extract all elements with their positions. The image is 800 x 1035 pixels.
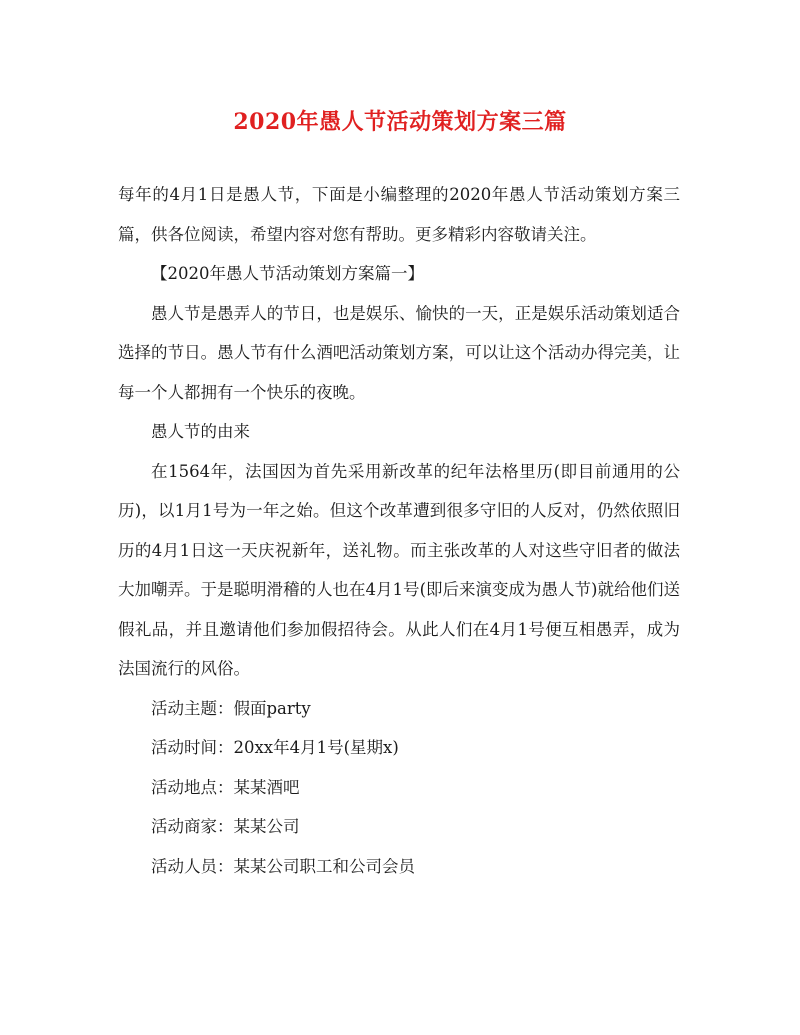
activity-merchant: 活动商家：某某公司 (151, 817, 300, 836)
document-body (118, 175, 680, 886)
activity-time: 活动时间：20xx年4月1号(星期x) (151, 738, 399, 757)
section-heading: 【2020年愚人节活动策划方案篇一】 (151, 264, 424, 283)
activity-location: 活动地点：某某酒吧 (151, 777, 300, 797)
activity-participants: 活动人员：某某公司职工和公司会员 (151, 856, 415, 876)
intro-paragraph: 每年的4月1日是愚人节，下面是小编整理的2020年愚人节活动策划方案三篇，供各位阅读，希望内容对您有帮助。更多精彩内容敬请关注。 (118, 185, 680, 244)
activity-theme: 活动主题：假面party (151, 698, 311, 718)
body-paragraph: 愚人节是愚弄人的节日，也是娱乐、愉快的一天，正是娱乐活动策划适合选择的节日。愚人节有什么酒吧活动策划方案，可以让这个活动办得完美，让每一个人都拥有一个快乐的夜晚。 (118, 303, 680, 402)
document-title: 2020年愚人节活动策划方案三篇 (233, 109, 567, 135)
subheading-origin: 愚人节的由来 (151, 422, 250, 441)
body-paragraph: 在1564年，法国因为首先采用新改革的纪年法格里历(即目前通用的公历)，以1月1号为一年之始。但这个改革遭到很多守旧的人反对，仍然依照旧历的4月1日这一天庆祝新年，送礼物。而主张改革的人对这些守旧者的做法大加嘲弄。于是聪明滑稽的人也在4月1号(即后来演变成为愚人节)就给他们送假礼品，并且邀请他们参加假招待会。从此人们在4月1号便互相愚弄，成为法国流行的风俗。 (118, 461, 680, 678)
